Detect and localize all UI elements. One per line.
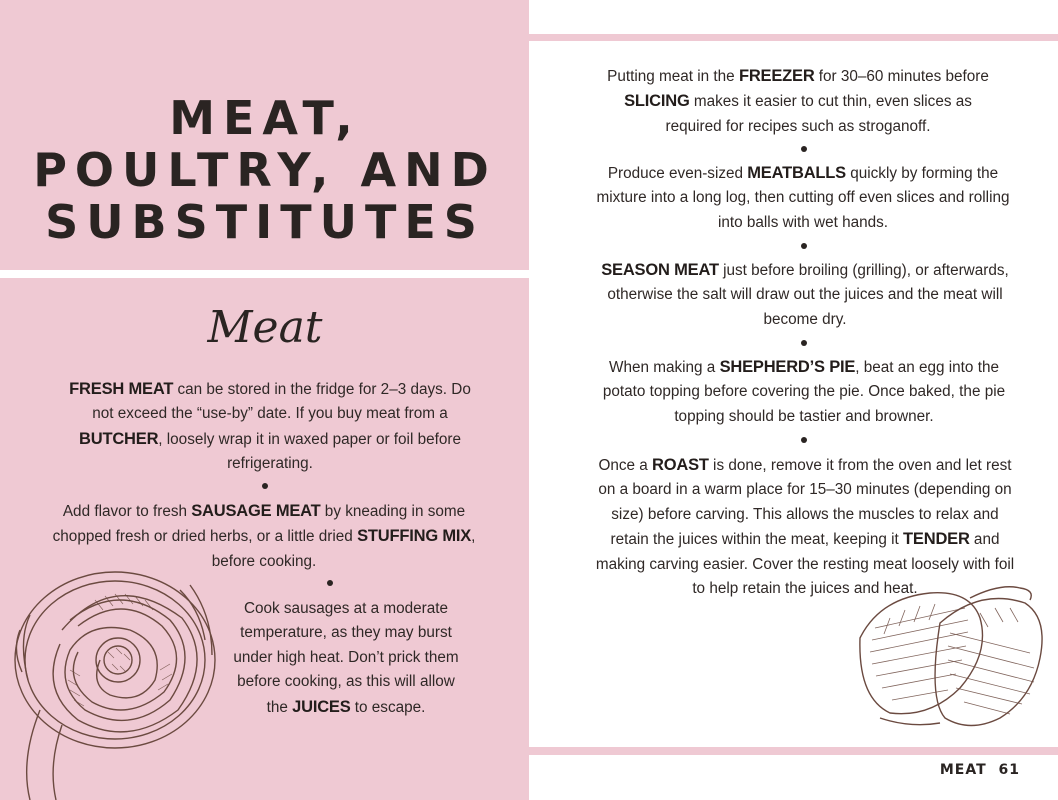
page-number: 61 bbox=[998, 762, 1020, 778]
sausage-pan-illustration bbox=[0, 560, 225, 800]
tip-shepherds-pie: When making a SHEPHERD’S PIE, beat an egg into the potato topping before covering the pie. Once baked, the pie topping should be tastier and browner. bbox=[602, 358, 1006, 425]
tip-season-meat: SEASON MEAT just before broiling (grilling), or afterwards, otherwise the salt will draw out the juices and the meat will become dry. bbox=[601, 261, 1009, 328]
keyword: FREEZER bbox=[738, 67, 815, 85]
keyword: SHEPHERD’S PIE bbox=[719, 358, 856, 376]
bullet-separator bbox=[262, 483, 268, 489]
tip-fresh-meat: FRESH MEAT can be stored in the fridge for 2–3 days. Do not exceed the “use-by” date. If you buy meat from a BUTCHER, loosely wrap it in waxed paper or foil before refrigerating. bbox=[69, 380, 471, 473]
keyword: FRESH MEAT bbox=[69, 380, 174, 398]
tip-cook-sausages: Cook sausages at a moderate temperature, as they may burst under high heat. Don’t prick them before cooking, as this will allow the JUICES to escape. bbox=[233, 600, 459, 716]
tip-meatballs: Produce even-sized MEATBALLS quickly by forming the mixture into a long log, then cutting off even slices and rolling into balls with wet hands. bbox=[596, 164, 1010, 231]
bullet-separator bbox=[801, 340, 807, 346]
bullet-separator bbox=[801, 243, 807, 249]
bullet-separator bbox=[801, 146, 807, 152]
bullet-separator bbox=[801, 437, 807, 443]
keyword: STUFFING MIX bbox=[357, 527, 472, 546]
bullet-separator bbox=[327, 580, 333, 586]
chapter-title bbox=[30, 92, 500, 248]
footer-section-label: MEAT bbox=[939, 762, 987, 778]
keyword: ROAST bbox=[652, 456, 709, 474]
keyword: SEASON MEAT bbox=[601, 261, 719, 279]
right-bottom-band bbox=[529, 747, 1058, 755]
chapter-title-line-3: SUBSTITUTES bbox=[45, 195, 485, 249]
tip-sausage-meat: Add flavor to fresh SAUSAGE MEAT by kneading in some chopped fresh or dried herbs, or a little dried STUFFING MIX, before cooking. bbox=[52, 502, 476, 570]
keyword: SLICING bbox=[624, 92, 690, 111]
right-top-band bbox=[529, 34, 1058, 41]
left-divider bbox=[0, 270, 529, 278]
chapter-title-line-1: MEAT, bbox=[169, 91, 361, 145]
keyword: SAUSAGE MEAT bbox=[191, 502, 321, 520]
keyword: BUTCHER bbox=[79, 429, 159, 448]
chapter-title-line-2: POULTRY, AND bbox=[33, 143, 497, 197]
tip-roast: Once a ROAST is done, remove it from the oven and let rest on a board in a warm place for 15–30 minutes (depending on size) before carving. This allows the muscles to relax and retain the juices within the meat, keeping it TENDER and making carving easier. Cover the resting meat loosely with foil to help retain the juices and heat. bbox=[595, 456, 1015, 598]
tip-freezer-slicing: Putting meat in the FREEZER for 30–60 minutes before SLICING makes it easier to cut thin, even slices as required for recipes such as stroganoff. bbox=[607, 67, 989, 135]
keyword: TENDER bbox=[903, 530, 970, 549]
steaks-illustration bbox=[850, 578, 1050, 738]
page-footer bbox=[934, 762, 1020, 778]
section-title: Meat bbox=[207, 302, 323, 353]
keyword: MEATBALLS bbox=[747, 164, 846, 182]
keyword: JUICES bbox=[292, 697, 351, 716]
